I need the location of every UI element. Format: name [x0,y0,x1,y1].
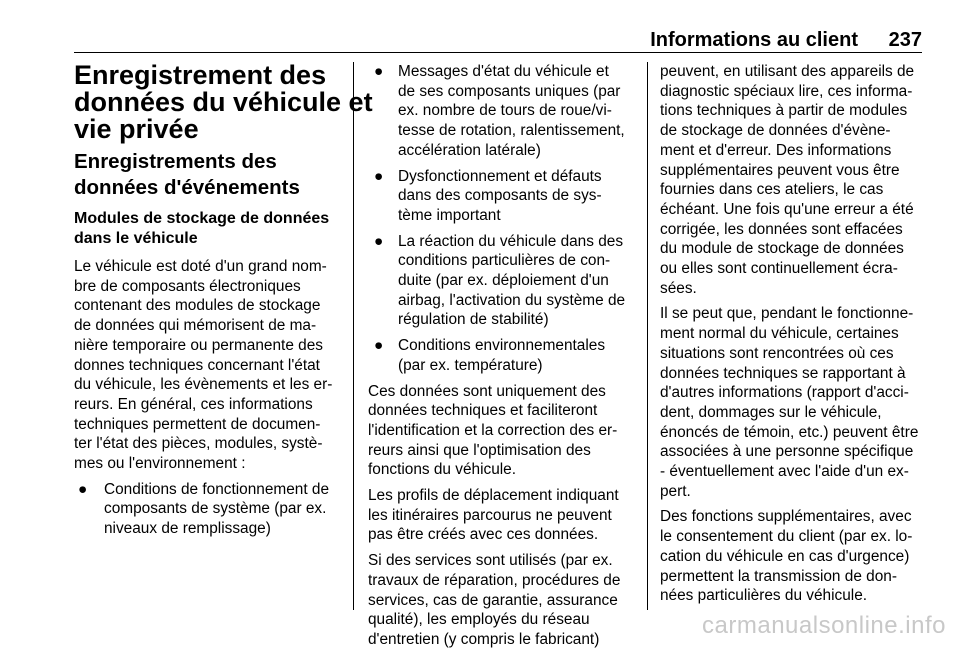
text-line: qualité), les employés du réseau [368,611,590,629]
text-line: Conditions environnementales [398,337,606,355]
bullet-icon: ● [374,167,384,185]
bullet-icon: ● [78,480,88,498]
text-line: données du véhicule et [74,87,373,117]
text-line: fonctions du véhicule. [368,461,517,479]
column-divider-1 [353,62,354,610]
bullet-icon: ● [374,337,384,355]
column-2 [368,62,634,656]
text-line: Conditions de fonctionnement de [104,480,330,498]
text-line: ex. nombre de tours de roue/vi- [398,102,612,120]
paragraph [368,382,634,481]
text-line: Modules de stockage de données [74,210,330,227]
text-line: sées. [660,279,697,297]
text-line: énoncés de témoin, etc.) peuvent être [660,423,919,441]
column-divider-2 [647,62,648,610]
page-header [74,26,922,54]
list-item [368,167,634,226]
bullet-icon: ● [374,63,384,80]
text-line: reurs ainsi que l'optimisation des [368,441,591,459]
text-line: Si des services sont utilisés (par ex. [368,552,613,570]
list-item [368,232,634,331]
paragraph [74,257,342,474]
text-line: cation du véhicule en cas d'urgence) [660,547,910,565]
text-line: ment normal du véhicule, certaines [660,325,899,343]
text-line: niveaux de remplissage) [104,520,271,538]
text-line: régulation de stabilité) [398,311,549,329]
text-line: Les profils de déplacement indiquant [368,487,619,505]
text-line: du véhicule, les évènements et les er- [74,376,333,394]
page-number: 237 [888,29,922,51]
text-line: ou elles sont continuellement écra- [660,260,898,278]
paragraph [660,304,926,501]
text-line: (par ex. température) [398,356,543,374]
list-item [74,480,342,539]
text-line: du module de stockage de données [660,240,904,258]
text-line: accélération latérale) [398,141,541,159]
paragraph [368,486,634,545]
text-line: situations sont rencontrées où ces [660,344,894,362]
text-line: travaux de réparation, procédures de [368,571,621,589]
column-1 [74,60,373,545]
paragraph [660,507,926,606]
sub-subsection-title [74,209,342,249]
column-3 [660,62,926,612]
text-line: mes ou l'environnement : [74,455,246,473]
text-line: dent, dommages sur le véhicule, [660,403,882,421]
text-line: associées à une personne spécifique [660,443,914,461]
text-line: duite (par ex. déploiement d'un [398,272,609,290]
text-line: d'autres informations (rapport d'acci- [660,384,909,402]
text-line: de stockage de données d'évène- [660,122,891,140]
text-line: peuvent, en utilisant des appareils de [660,63,915,80]
text-line: corrigée, les données sont effacées [660,220,903,238]
text-line: fournies dans ces ateliers, le cas [660,181,884,199]
text-line: Des fonctions supplémentaires, avec [660,508,912,526]
text-line: La réaction du véhicule dans des [398,232,624,250]
text-line: tesse de rotation, ralentissement, [398,122,625,140]
text-line: ter l'état des pièces, modules, systè- [74,435,323,453]
text-line: nées particulières du véhicule. [660,587,868,605]
text-line: données techniques et faciliteront [368,402,598,420]
text-line: services, cas de garantie, assurance [368,591,618,609]
text-line: - éventuellement avec l'aide d'un ex- [660,463,909,481]
text-line: airbag, l'activation du système de [398,291,626,309]
paragraph [660,62,926,298]
text-line: supplémentaires peuvent vous être [660,161,900,179]
watermark: carmanualsonline.info [702,612,946,639]
text-line: tions techniques à partir de modules [660,102,908,120]
text-line: Il se peut que, pendant le fonctionne- [660,305,914,323]
text-line: permettent la transmission de don- [660,567,897,585]
text-line: donnes techniques concernant l'état [74,356,320,374]
text-line: Ces données sont uniquement des [368,382,606,400]
text-line: Le véhicule est doté d'un grand nom- [74,258,327,275]
text-line: Dysfonctionnement et défauts [398,167,602,185]
list-item [368,336,634,375]
text-line: le consentement du client (par ex. lo- [660,528,913,546]
paragraph [368,551,634,650]
list-item [368,62,634,161]
text-line: techniques permettent de documen- [74,415,321,433]
text-line: composants de système (par ex. [104,500,327,518]
text-line: Enregistrements des [74,150,277,173]
text-line: pas être créés avec ces données. [368,526,599,544]
text-line: les itinéraires parcourus ne peuvent [368,506,612,524]
text-line: bre de composants électroniques [74,277,301,295]
text-line: tème important [398,206,501,224]
text-line: vie privée [74,114,199,144]
text-line: Messages d'état du véhicule et [398,63,609,80]
text-line: diagnostic spéciaux lire, ces informa- [660,82,913,100]
text-line: dans le véhicule [74,230,198,247]
text-line: Enregistrement des [74,60,327,90]
text-line: conditions particulières de con- [398,252,611,270]
text-line: données d'événements [74,176,300,199]
text-line: ment et d'erreur. Des informations [660,141,892,159]
header-title: Informations au client [650,29,858,51]
text-line: de données qui mémorisent de ma- [74,317,317,335]
text-line: pert. [660,482,691,500]
text-line: reurs. En général, ces informations [74,395,313,413]
bullet-icon: ● [374,232,384,250]
text-line: nière temporaire ou permanente des [74,336,323,354]
text-line: dans des composants de sys- [398,187,602,205]
text-line: données techniques se rapportant à [660,364,906,382]
text-line: de ses composants uniques (par [398,82,621,100]
section-title [74,60,373,144]
text-line: contenant des modules de stockage [74,297,321,315]
text-line: l'identification et la correction des er- [368,421,618,439]
subsection-title [74,149,342,201]
text-line: échéant. Une fois qu'une erreur a été [660,200,914,218]
header-rule [74,52,922,53]
text-line: d'entretien (y compris le fabricant) [368,630,600,648]
